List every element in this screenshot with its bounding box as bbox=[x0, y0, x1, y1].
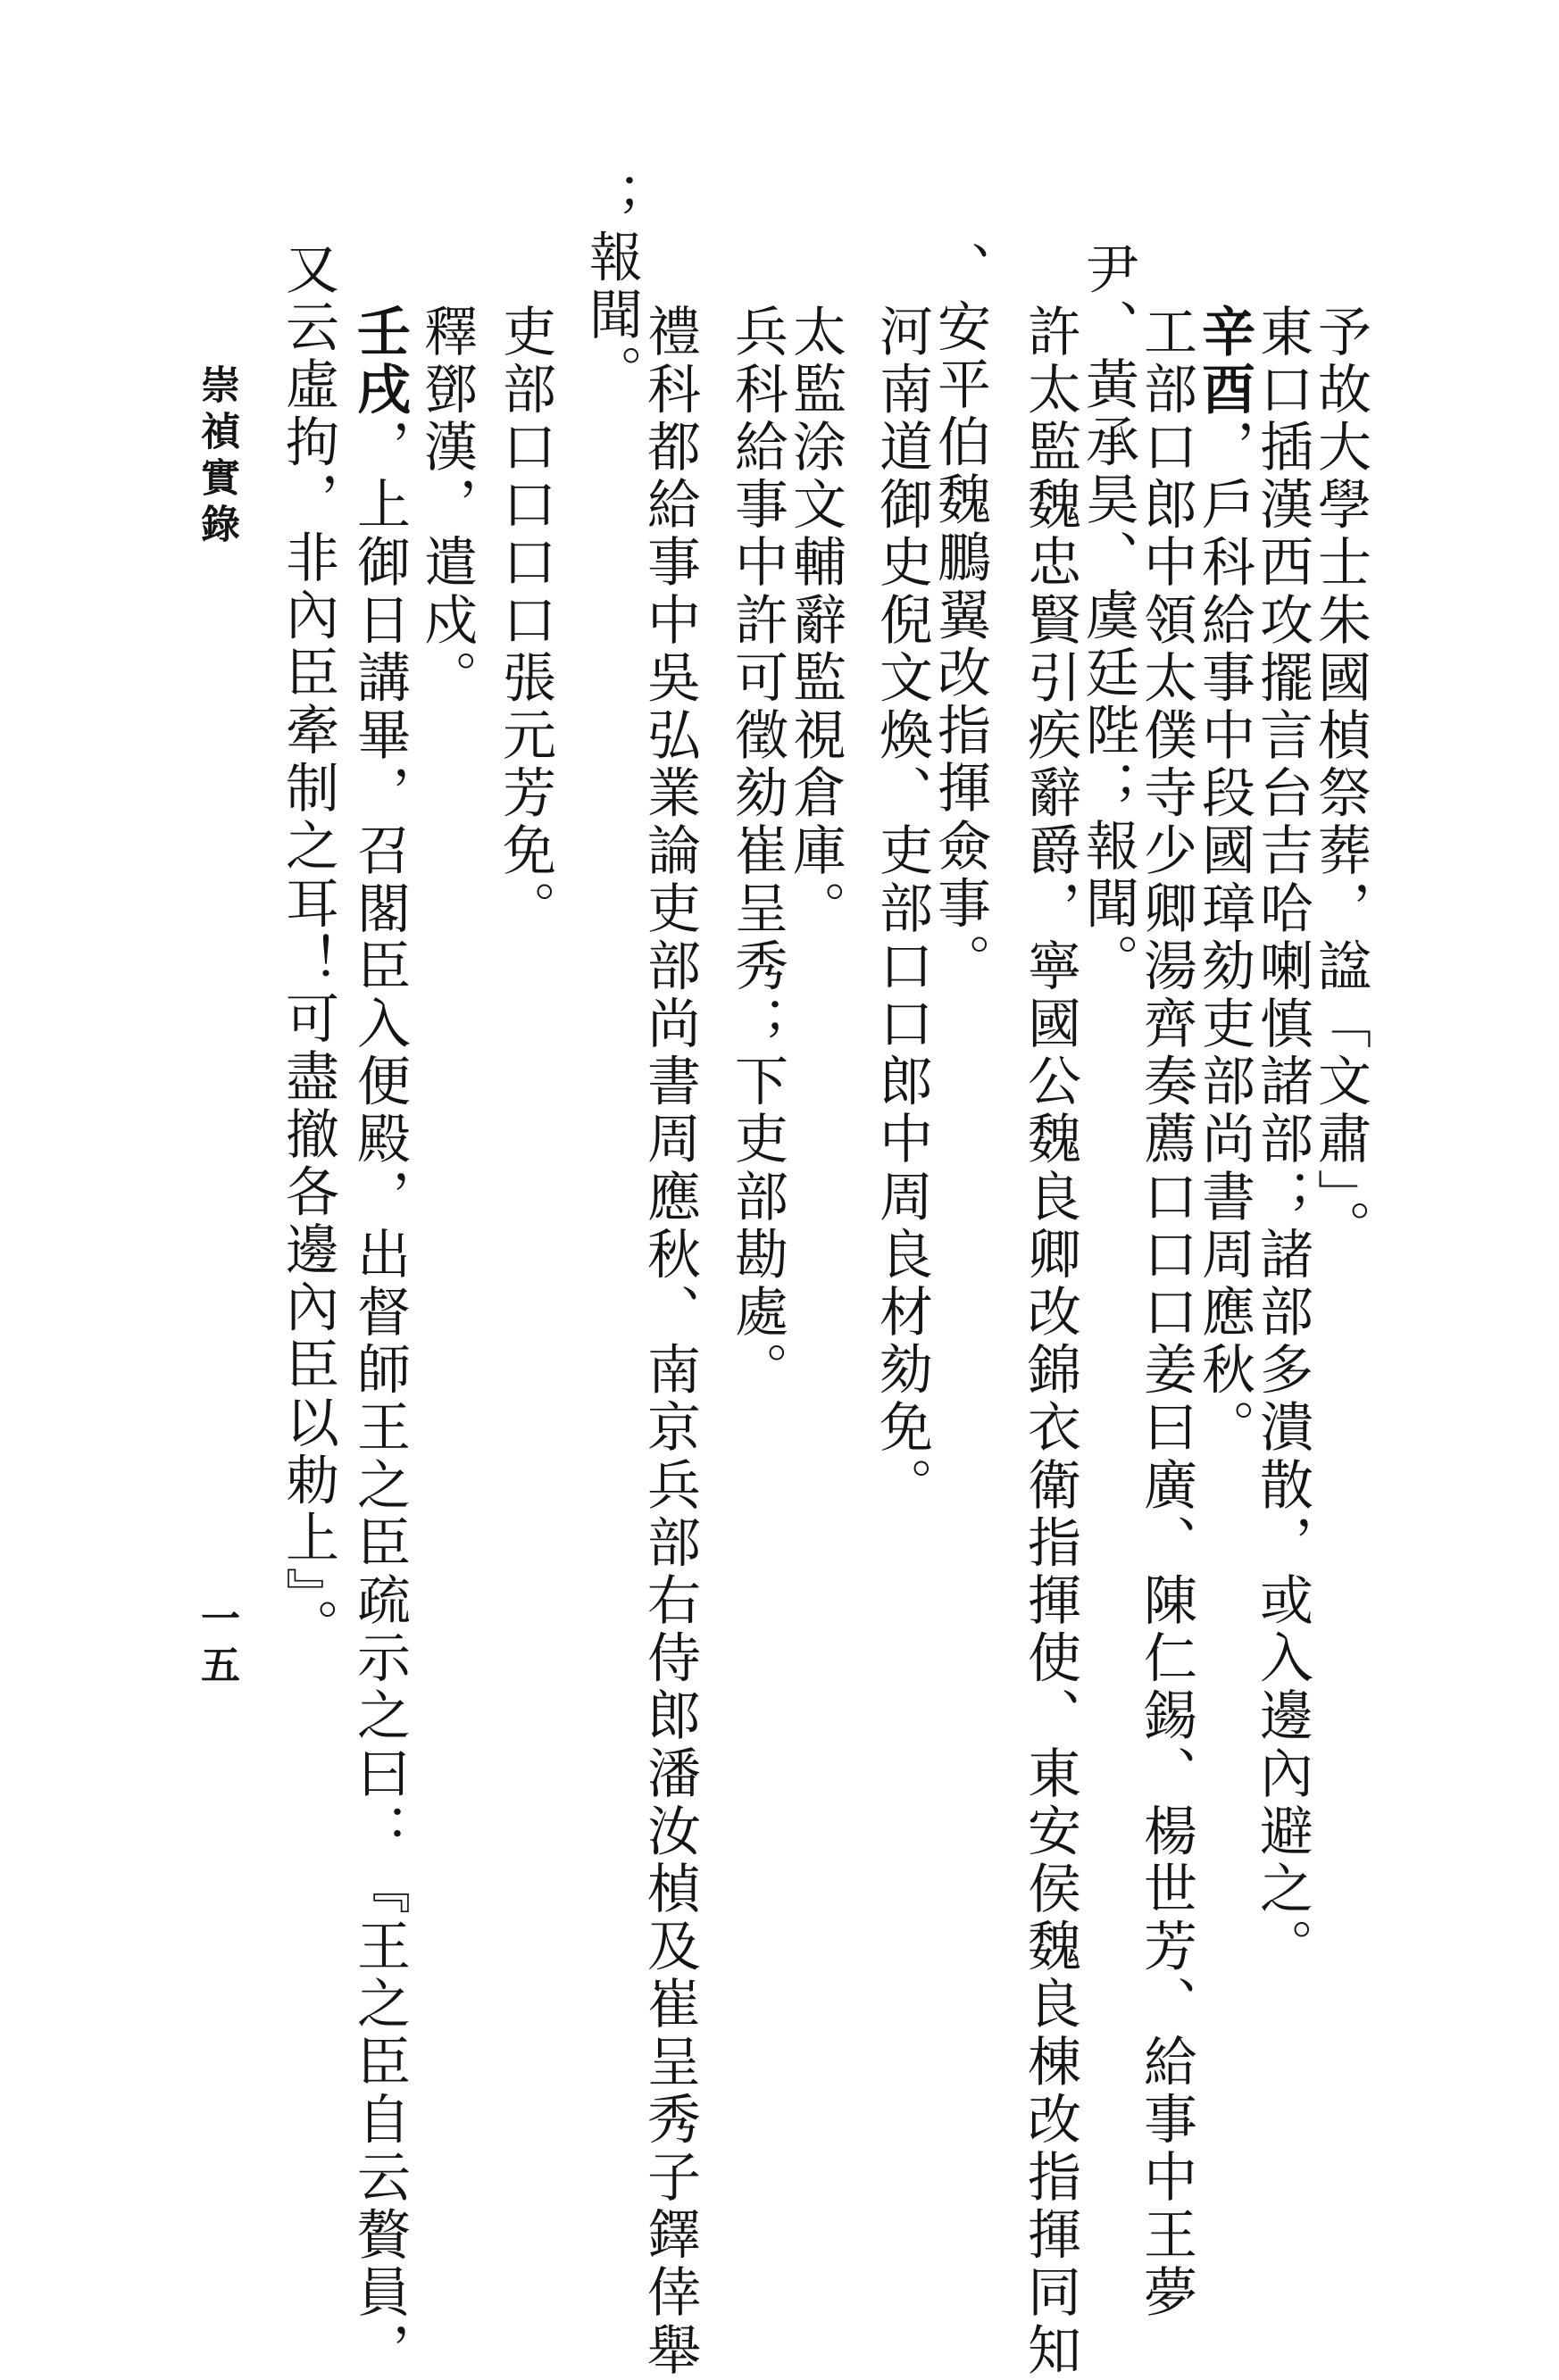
column-text: 許太監魏忠賢引疾辭爵，寧國公魏良卿改錦衣衛指揮使、東安侯魏良棟改指揮同知 bbox=[1019, 304, 1081, 2380]
text-column-13 bbox=[494, 304, 556, 938]
text-column-10 bbox=[726, 304, 788, 1399]
text-column-3 bbox=[1193, 304, 1255, 1457]
text-column-2 bbox=[1251, 304, 1313, 1976]
text-column-6 bbox=[1019, 304, 1081, 2380]
text-column-8 bbox=[871, 304, 933, 1515]
text-column-14 bbox=[415, 304, 478, 707]
column-text: 釋鄧漢，遣戍。 bbox=[415, 304, 478, 708]
text-column-9 bbox=[784, 304, 846, 938]
column-text: 吏部口口口口張元芳免。 bbox=[494, 304, 556, 938]
column-lead: 辛酉 bbox=[1193, 304, 1255, 420]
column-text: 、安平伯魏鵬翼改指揮僉事。 bbox=[929, 241, 991, 991]
text-column-5 bbox=[1077, 241, 1139, 991]
book-title: 崇禎實錄 bbox=[194, 364, 239, 550]
text-column-7 bbox=[929, 241, 991, 991]
text-column-11 bbox=[638, 304, 701, 2380]
text-column-1 bbox=[1309, 304, 1371, 1257]
column-text: ，戶科給事中段國璋劾吏部尚書周應秋。 bbox=[1193, 419, 1255, 1458]
text-column-15 bbox=[348, 304, 411, 2380]
column-text: 東口插漢西攻擺言台吉哈喇慎諸部；諸部多潰散，或入邊內避之。 bbox=[1251, 304, 1313, 1976]
text-column-16 bbox=[277, 241, 339, 1656]
text-column-12 bbox=[580, 171, 643, 402]
column-text: 河南道御史倪文煥、吏部口口郎中周良材劾免。 bbox=[871, 304, 933, 1515]
column-text: 尹、黃承昊、虞廷陛；報聞。 bbox=[1077, 241, 1139, 991]
column-text: 太監涂文輔辭監視倉庫。 bbox=[784, 304, 846, 938]
column-text: 工部口郎中領太僕寺少卿湯齊奏薦口口口姜曰廣、陳仁錫、楊世芳、給事中王夢 bbox=[1135, 304, 1197, 2322]
page-number: 一五 bbox=[194, 1598, 239, 1691]
column-text: ，上御日講畢，召閣臣入便殿，出督師王之臣疏示之曰：『王之臣自云贅員， bbox=[348, 419, 411, 2380]
column-text: 又云虛拘，非內臣牽制之耳！可盡撤各邊內臣以勅上』。 bbox=[277, 241, 339, 1656]
text-column-4 bbox=[1135, 304, 1197, 2322]
column-text: 禮科都給事中吳弘業論吏部尚書周應秋、南京兵部右侍郎潘汝楨及崔呈秀子鐸倖舉 bbox=[638, 304, 701, 2380]
column-text: 兵科給事中許可徵劾崔呈秀；下吏部勘處。 bbox=[726, 304, 788, 1400]
column-text: ；報聞。 bbox=[580, 171, 643, 403]
column-text: 予故大學士朱國楨祭葬，諡「文肅」。 bbox=[1309, 304, 1371, 1258]
column-lead: 壬戌 bbox=[348, 304, 411, 420]
